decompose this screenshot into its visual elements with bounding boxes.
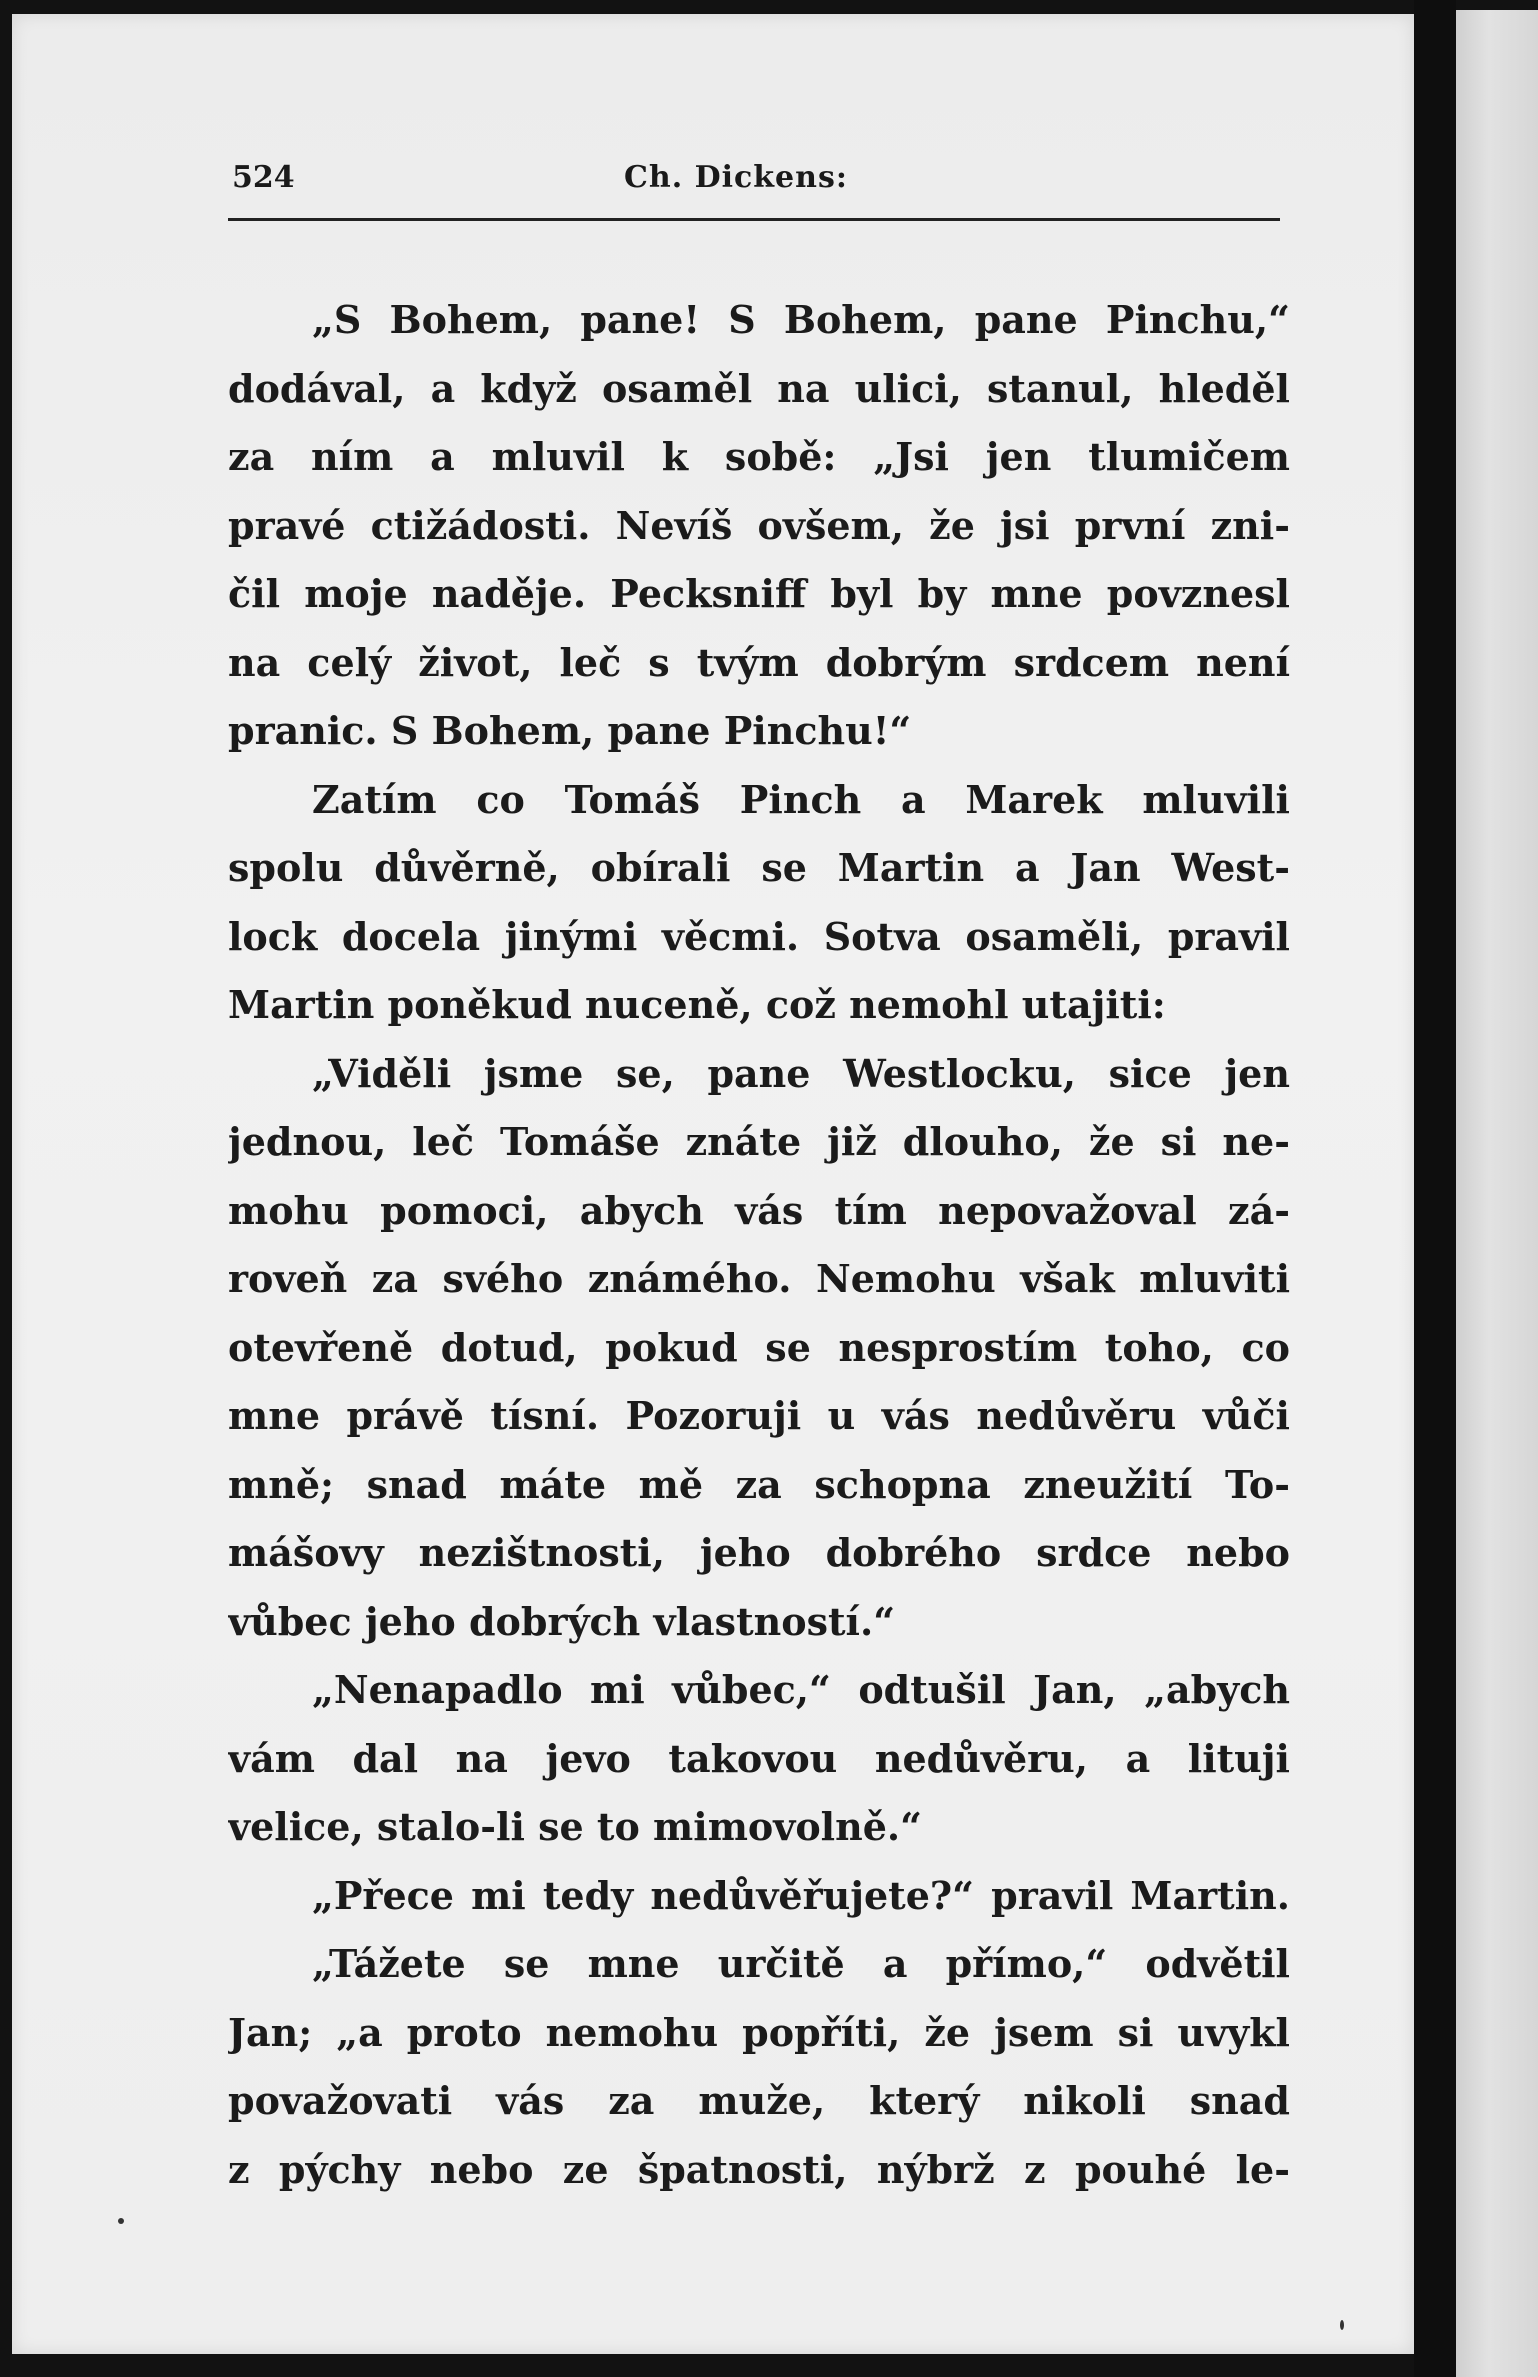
text-line: Zatím co Tomáš Pinch a Marek mluvili bbox=[312, 776, 1290, 822]
text-line: Martin poněkud nuceně, což nemohl utajiti: bbox=[228, 982, 1166, 1027]
text-line: „Nenapadlo mi vůbec,“ odtušil Jan, „abych bbox=[312, 1667, 1290, 1712]
text-line: Jan; „a proto nemohu popříti, že jsem si uvykl bbox=[228, 2009, 1290, 2055]
scan-speck bbox=[1340, 2320, 1344, 2330]
text-line: mohu pomoci, abych vás tím nepovažoval zá- bbox=[228, 1187, 1290, 1233]
text-line: „Přece mi tedy nedůvěřujete?“ pravil Martin. bbox=[312, 1872, 1290, 1918]
text-line: na celý život, leč s tvým dobrým srdcem není bbox=[228, 639, 1290, 685]
text-line: z pýchy nebo ze špatnosti, nýbrž z pouhé le- bbox=[228, 2146, 1290, 2192]
text-line: lock docela jinými věcmi. Sotva osaměli, pravil bbox=[228, 913, 1290, 959]
text-line: mně; snad máte mě za schopna zneužití To- bbox=[228, 1461, 1290, 1507]
text-line: pranic. S Bohem, pane Pinchu!“ bbox=[228, 708, 912, 753]
running-head bbox=[218, 160, 1286, 212]
page-number: 524 bbox=[232, 160, 295, 195]
text-line: považovati vás za muže, který nikoli snad bbox=[228, 2078, 1290, 2123]
text-line: vůbec jeho dobrých vlastností.“ bbox=[228, 1598, 896, 1644]
body-text bbox=[228, 286, 1290, 2204]
text-line: vám dal na jevo takovou nedůvěru, a lituji bbox=[228, 1735, 1290, 1781]
text-line: otevřeně dotud, pokud se nesprostím toho, co bbox=[228, 1324, 1290, 1370]
scan-speck bbox=[118, 2218, 124, 2224]
text-line: pravé ctižádosti. Nevíš ovšem, že jsi první zni- bbox=[228, 502, 1290, 548]
text-line: „S Bohem, pane! S Bohem, pane Pinchu,“ bbox=[312, 297, 1290, 342]
adjacent-page-edge bbox=[1456, 10, 1538, 2377]
text-line: velice, stalo-li se to mimovolně.“ bbox=[228, 1804, 923, 1849]
text-line: spolu důvěrně, obírali se Martin a Jan West- bbox=[228, 845, 1290, 890]
text-line: jednou, leč Tomáše znáte již dlouho, že si ne- bbox=[228, 1119, 1290, 1164]
text-line: za ním a mluvil k sobě: „Jsi jen tlumičem bbox=[228, 434, 1290, 479]
text-line: roveň za svého známého. Nemohu však mluviti bbox=[228, 1256, 1290, 1301]
text-line: čil moje naděje. Pecksniff byl by mne povznesl bbox=[228, 571, 1290, 616]
text-line: „Tážete se mne určitě a přímo,“ odvětil bbox=[312, 1941, 1290, 1986]
text-line: „Viděli jsme se, pane Westlocku, sice jen bbox=[312, 1050, 1290, 1096]
text-line: dodával, a když osaměl na ulici, stanul, hleděl bbox=[228, 365, 1290, 411]
header-rule bbox=[228, 218, 1280, 221]
text-line: mne právě tísní. Pozoruji u vás nedůvěru vůči bbox=[228, 1393, 1290, 1438]
page-gutter bbox=[1414, 0, 1456, 2377]
text-line: mášovy nezištnosti, jeho dobrého srdce nebo bbox=[228, 1530, 1290, 1575]
running-title: Ch. Dickens: bbox=[624, 160, 848, 195]
